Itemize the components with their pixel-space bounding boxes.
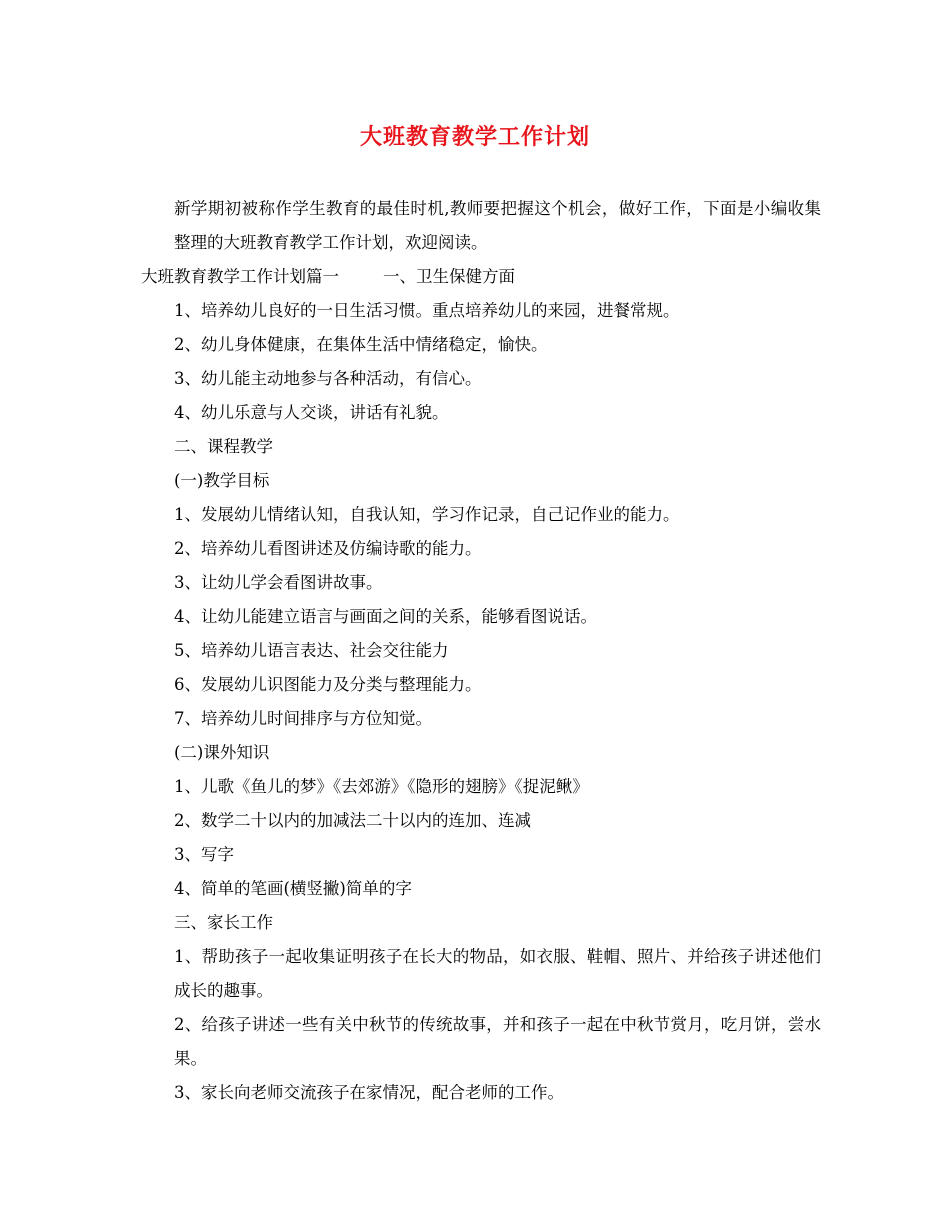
intro-paragraph: 新学期初被称作学生教育的最佳时机,教师要把握这个机会，做好工作，下面是小编收集整理的大班教育教学工作计划，欢迎阅读。 [174,199,821,252]
section-heading-right: 一、卫生保健方面 [383,267,515,286]
health-item: 1、培养幼儿良好的一日生活习惯。重点培养幼儿的来园，进餐常规。 [174,301,680,320]
goal-item: 3、让幼儿学会看图讲故事。 [174,573,383,592]
extra-item: 2、数学二十以内的加减法二十以内的连加、连减 [174,811,531,830]
extra-item: 4、简单的笔画(横竖撇)简单的字 [174,879,412,898]
health-item: 4、幼儿乐意与人交谈，讲话有礼貌。 [174,403,449,422]
goal-item: 4、让幼儿能建立语言与画面之间的关系，能够看图说话。 [174,607,597,626]
parents-item: 3、家长向老师交流孩子在家情况，配合老师的工作。 [174,1083,564,1102]
extra-heading: (二)课外知识 [174,743,270,762]
document-title: 大班教育教学工作计划 [359,124,590,150]
goal-item: 5、培养幼儿语言表达、社会交往能力 [174,641,449,660]
section-heading-left: 大班教育教学工作计划篇一 [141,267,339,286]
goal-item: 7、培养幼儿时间排序与方位知觉。 [174,709,432,728]
health-item: 2、幼儿身体健康，在集体生活中情绪稳定，愉快。 [174,335,548,354]
parents-item: 2、给孩子讲述一些有关中秋节的传统故事，并和孩子一起在中秋节赏月，吃月饼，尝水果。 [174,1015,821,1068]
section-heading [141,260,821,294]
goal-item: 6、发展幼儿识图能力及分类与整理能力。 [174,675,482,694]
goals-heading: (一)教学目标 [174,471,270,490]
extra-item: 3、写字 [174,845,234,864]
goal-item: 1、发展幼儿情绪认知，自我认知，学习作记录，自己记作业的能力。 [174,505,680,524]
course-heading: 二、课程教学 [174,437,273,456]
extra-item: 1、儿歌《鱼儿的梦》《去郊游》《隐形的翅膀》《捉泥鳅》 [174,777,589,796]
parents-item: 1、帮助孩子一起收集证明孩子在长大的物品，如衣服、鞋帽、照片、并给孩子讲述他们成长的趣事。 [174,947,821,1000]
parents-heading: 三、家长工作 [174,913,273,932]
goal-item: 2、培养幼儿看图讲述及仿编诗歌的能力。 [174,539,482,558]
health-item: 3、幼儿能主动地参与各种活动，有信心。 [174,369,482,388]
document-body [141,192,821,1110]
